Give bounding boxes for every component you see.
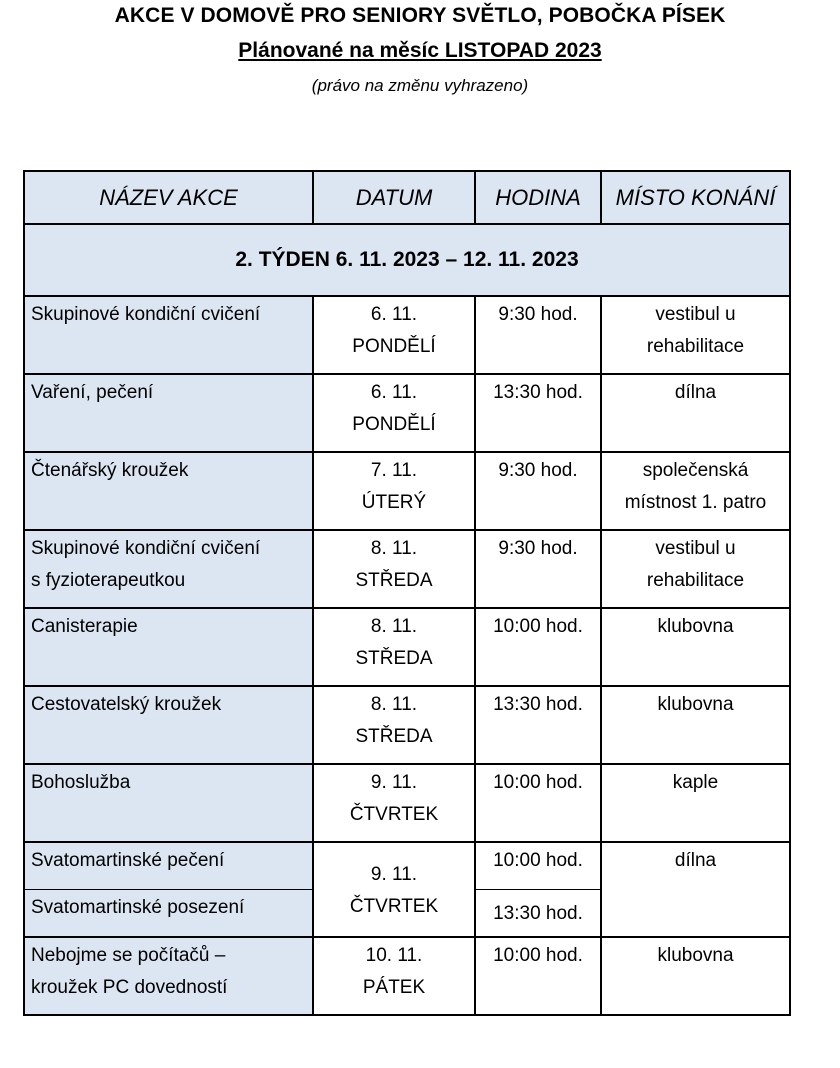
event-name xyxy=(24,608,313,686)
event-rows xyxy=(24,296,790,842)
event-time-value: 9:30 hod. xyxy=(498,538,578,559)
event-name xyxy=(24,452,313,530)
table-row xyxy=(24,764,790,842)
disclaimer-note: (právo na změnu vyhrazeno) xyxy=(311,76,529,95)
event-day: ÚTERÝ xyxy=(361,492,427,513)
event-time-value: 9:30 hod. xyxy=(498,304,578,325)
table-header-row xyxy=(24,171,790,224)
event-name-line: Cestovatelský kroužek xyxy=(31,694,222,715)
event-place xyxy=(601,530,790,608)
event-day: STŘEDA xyxy=(355,726,433,747)
column-header-time: HODINA xyxy=(475,171,601,224)
event-day: PONDĚLÍ xyxy=(352,336,436,357)
event-day: STŘEDA xyxy=(355,570,433,591)
page-subtitle: Plánované na měsíc LISTOPAD 2023 xyxy=(238,39,602,62)
event-date xyxy=(313,937,475,1015)
event-place-value: rehabilitace xyxy=(646,570,745,591)
event-date xyxy=(313,842,475,937)
event-time xyxy=(475,686,601,764)
event-time: 13:30 hod. xyxy=(475,890,601,938)
event-place-value: klubovna xyxy=(657,694,734,715)
event-date xyxy=(313,296,475,374)
event-time-value: 10:00 hod. xyxy=(493,616,583,637)
column-header-name: NÁZEV AKCE xyxy=(24,171,313,224)
event-place-value: dílna xyxy=(674,850,717,871)
event-name xyxy=(24,937,313,1015)
event-date-value: 8. 11. xyxy=(370,538,418,559)
table-row xyxy=(24,374,790,452)
event-date-value: 6. 11. xyxy=(370,382,418,403)
table-row xyxy=(24,686,790,764)
table-row xyxy=(24,608,790,686)
event-place-value: rehabilitace xyxy=(646,336,745,357)
event-name-line: Bohoslužba xyxy=(31,772,131,793)
event-place-value: klubovna xyxy=(657,945,734,966)
event-name xyxy=(24,374,313,452)
event-date-value: 6. 11. xyxy=(370,304,418,325)
table-row xyxy=(24,452,790,530)
event-place xyxy=(601,608,790,686)
event-place-value: kaple xyxy=(672,772,719,793)
events-table xyxy=(23,170,791,1016)
event-day: PONDĚLÍ xyxy=(352,414,436,435)
event-day: ČTVRTEK xyxy=(349,895,439,917)
event-place-value: klubovna xyxy=(657,616,734,637)
event-date xyxy=(313,686,475,764)
event-date-value: 10. 11. xyxy=(365,945,423,966)
event-place xyxy=(601,452,790,530)
table-row xyxy=(24,842,790,890)
event-place xyxy=(601,374,790,452)
event-date xyxy=(313,764,475,842)
table-row xyxy=(24,296,790,374)
event-time xyxy=(475,296,601,374)
event-place-value: společenská xyxy=(642,460,749,481)
week-label: 2. TÝDEN 6. 11. 2023 – 12. 11. 2023 xyxy=(24,224,790,296)
event-name: Svatomartinské posezení xyxy=(24,890,313,938)
event-date-value: 8. 11. xyxy=(370,616,418,637)
event-name-line: Skupinové kondiční cvičení xyxy=(31,304,261,325)
event-date-value: 9. 11. xyxy=(370,772,418,793)
column-header-date: DATUM xyxy=(313,171,475,224)
event-name xyxy=(24,530,313,608)
event-place xyxy=(601,842,790,937)
event-date-value: 7. 11. xyxy=(370,460,418,481)
event-name xyxy=(24,764,313,842)
event-date xyxy=(313,530,475,608)
event-name-line: s fyzioterapeutkou xyxy=(31,570,186,591)
column-header-place: MÍSTO KONÁNÍ xyxy=(601,171,790,224)
event-time-value: 13:30 hod. xyxy=(493,694,583,715)
event-time-value: 9:30 hod. xyxy=(498,460,578,481)
event-date xyxy=(313,374,475,452)
event-time xyxy=(475,374,601,452)
event-time-value: 13:30 hod. xyxy=(493,382,583,403)
event-name-line: kroužek PC dovedností xyxy=(31,977,228,998)
event-name: Svatomartinské pečení xyxy=(24,842,313,890)
event-place xyxy=(601,686,790,764)
event-name-line: Čtenářský kroužek xyxy=(31,460,189,481)
event-time-value: 10:00 hod. xyxy=(493,772,583,793)
event-name-line: Skupinové kondiční cvičení xyxy=(31,538,261,559)
event-day: ČTVRTEK xyxy=(349,804,439,825)
event-place-value: vestibul u xyxy=(655,538,736,559)
event-place-value: vestibul u xyxy=(655,304,736,325)
event-time xyxy=(475,530,601,608)
event-day: PÁTEK xyxy=(362,977,426,998)
event-date xyxy=(313,608,475,686)
week-row xyxy=(24,224,790,296)
event-time: 10:00 hod. xyxy=(475,842,601,890)
event-date xyxy=(313,452,475,530)
event-time xyxy=(475,608,601,686)
page-title: AKCE V DOMOVĚ PRO SENIORY SVĚTLO, POBOČKA PÍSEK xyxy=(114,4,726,27)
event-time xyxy=(475,452,601,530)
event-time: 10:00 hod. xyxy=(475,937,601,1015)
event-place-value: dílna xyxy=(674,382,717,403)
table-row xyxy=(24,530,790,608)
event-place-value: místnost 1. patro xyxy=(624,492,767,513)
event-place xyxy=(601,937,790,1015)
event-name xyxy=(24,686,313,764)
event-name-line: Nebojme se počítačů – xyxy=(31,945,226,966)
event-name-line: Vaření, pečení xyxy=(31,382,154,403)
event-day: STŘEDA xyxy=(355,648,433,669)
event-time xyxy=(475,764,601,842)
event-name xyxy=(24,296,313,374)
event-date-value: 8. 11. xyxy=(370,694,418,715)
table-row xyxy=(24,937,790,1015)
event-place xyxy=(601,296,790,374)
event-date-value: 9. 11. xyxy=(370,863,418,885)
event-name-line: Canisterapie xyxy=(31,616,138,637)
event-place xyxy=(601,764,790,842)
